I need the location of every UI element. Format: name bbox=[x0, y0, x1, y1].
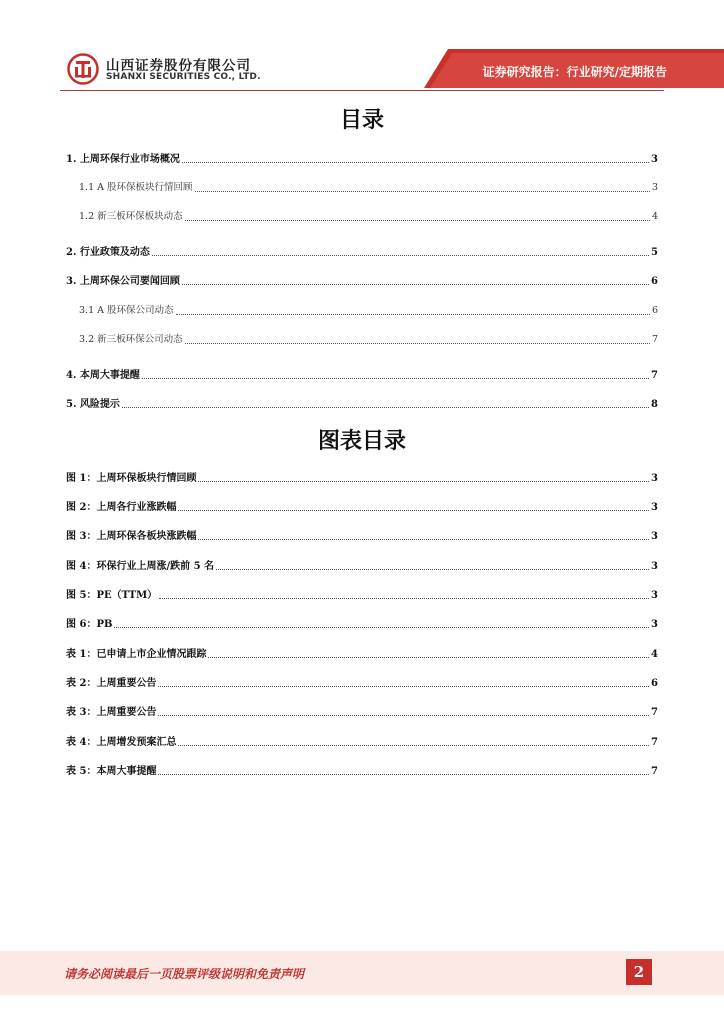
figures-title: 图表目录 bbox=[317, 429, 406, 454]
figure-item-page: 6 bbox=[651, 678, 658, 689]
toc-item[interactable] bbox=[79, 331, 658, 347]
figure-item[interactable] bbox=[66, 645, 658, 661]
figure-item-label: 图 5：PE（TTM） bbox=[66, 590, 158, 601]
figure-item[interactable] bbox=[66, 762, 658, 778]
figure-item[interactable] bbox=[66, 674, 658, 690]
page-header bbox=[0, 0, 724, 96]
header-divider bbox=[60, 90, 664, 91]
toc-item-label: 3.2 新三板环保公司动态 bbox=[79, 334, 183, 345]
leader-dots bbox=[208, 656, 649, 658]
figure-item-label: 表 2：上周重要公告 bbox=[66, 678, 157, 689]
leader-dots bbox=[198, 480, 649, 482]
toc-item-label: 5. 风险提示 bbox=[66, 399, 120, 410]
figure-item-page: 3 bbox=[651, 502, 658, 513]
figure-item-page: 7 bbox=[651, 707, 658, 718]
figure-item-page: 3 bbox=[651, 531, 658, 542]
toc-item-label: 1.1 A 股环保板块行情回顾 bbox=[79, 182, 193, 193]
figure-item-page: 3 bbox=[651, 561, 658, 572]
toc-item-page: 4 bbox=[651, 211, 658, 222]
toc-item[interactable] bbox=[66, 366, 658, 382]
page-number: 2 bbox=[626, 959, 652, 985]
toc-item-label: 3.1 A 股环保公司动态 bbox=[79, 305, 174, 316]
figure-item-label: 图 3：上周环保各板块涨跌幅 bbox=[66, 531, 197, 542]
toc-item[interactable] bbox=[66, 243, 658, 259]
toc-item[interactable] bbox=[66, 272, 658, 288]
figure-item-page: 7 bbox=[651, 766, 658, 777]
toc-item-page: 6 bbox=[651, 305, 658, 316]
figure-item-label: 表 5：本周大事提醒 bbox=[66, 766, 157, 777]
leader-dots bbox=[195, 190, 650, 192]
leader-dots bbox=[182, 283, 649, 285]
toc-item[interactable] bbox=[79, 208, 658, 224]
disclaimer-notice: 请务必阅读最后一页股票评级说明和免责声明 bbox=[64, 967, 305, 981]
toc-item-label: 4. 本周大事提醒 bbox=[66, 370, 140, 381]
leader-dots bbox=[158, 773, 649, 775]
toc-item[interactable] bbox=[66, 395, 658, 411]
leader-dots bbox=[159, 597, 649, 599]
figure-item-label: 表 3：上周重要公告 bbox=[66, 707, 157, 718]
toc-item-label: 1.2 新三板环保板块动态 bbox=[79, 211, 183, 222]
toc-item[interactable] bbox=[66, 150, 658, 166]
report-type-label: 证券研究报告：行业研究/定期报告 bbox=[482, 65, 667, 79]
leader-dots bbox=[122, 406, 649, 408]
leader-dots bbox=[216, 568, 649, 570]
figure-item[interactable] bbox=[66, 703, 658, 719]
leader-dots bbox=[152, 254, 649, 256]
figure-item-page: 3 bbox=[651, 590, 658, 601]
leader-dots bbox=[185, 219, 650, 221]
figure-item-page: 7 bbox=[651, 737, 658, 748]
page-footer bbox=[0, 951, 724, 995]
leader-dots bbox=[198, 538, 649, 540]
figure-item[interactable] bbox=[66, 733, 658, 749]
figure-item-label: 图 6：PB bbox=[66, 619, 113, 630]
toc-item-label: 1. 上周环保行业市场概况 bbox=[66, 154, 180, 165]
toc-item-label: 2. 行业政策及动态 bbox=[66, 247, 150, 258]
figure-item[interactable] bbox=[66, 527, 658, 543]
leader-dots bbox=[176, 313, 650, 315]
figure-item[interactable] bbox=[66, 586, 658, 602]
figure-item[interactable] bbox=[66, 469, 658, 485]
leader-dots bbox=[182, 161, 649, 163]
leader-dots bbox=[178, 744, 649, 746]
company-logo-icon bbox=[67, 53, 99, 85]
figure-item-page: 4 bbox=[651, 649, 658, 660]
figure-item-label: 图 1：上周环保板块行情回顾 bbox=[66, 473, 197, 484]
toc-item-page: 8 bbox=[651, 399, 658, 410]
figure-item-page: 3 bbox=[651, 619, 658, 630]
leader-dots bbox=[114, 626, 649, 628]
figure-item[interactable] bbox=[66, 498, 658, 514]
figure-item-label: 表 4：上周增发预案汇总 bbox=[66, 737, 177, 748]
toc-title: 目录 bbox=[339, 108, 384, 133]
figure-item-label: 表 1：已申请上市企业情况跟踪 bbox=[66, 649, 207, 660]
toc-item-page: 7 bbox=[651, 370, 658, 381]
toc-item-page: 5 bbox=[651, 247, 658, 258]
leader-dots bbox=[158, 685, 649, 687]
toc-item-label: 3. 上周环保公司要闻回顾 bbox=[66, 276, 180, 287]
figure-item-label: 图 2：上周各行业涨跌幅 bbox=[66, 502, 177, 513]
figure-item-label: 图 4：环保行业上周涨/跌前 5 名 bbox=[66, 561, 215, 572]
company-name-en: SHANXI SECURITIES CO., LTD. bbox=[106, 72, 261, 82]
leader-dots bbox=[158, 714, 649, 716]
toc-item-page: 3 bbox=[651, 182, 658, 193]
toc-item[interactable] bbox=[79, 179, 658, 195]
toc-item-page: 6 bbox=[651, 276, 658, 287]
leader-dots bbox=[178, 509, 649, 511]
figure-item[interactable] bbox=[66, 557, 658, 573]
company-name-cn: 山西证券股份有限公司 bbox=[106, 58, 251, 74]
toc-item-page: 7 bbox=[651, 334, 658, 345]
leader-dots bbox=[142, 377, 649, 379]
toc-item-page: 3 bbox=[651, 154, 658, 165]
figure-item[interactable] bbox=[66, 615, 658, 631]
figure-item-page: 3 bbox=[651, 473, 658, 484]
leader-dots bbox=[185, 342, 650, 344]
toc-item[interactable] bbox=[79, 302, 658, 318]
